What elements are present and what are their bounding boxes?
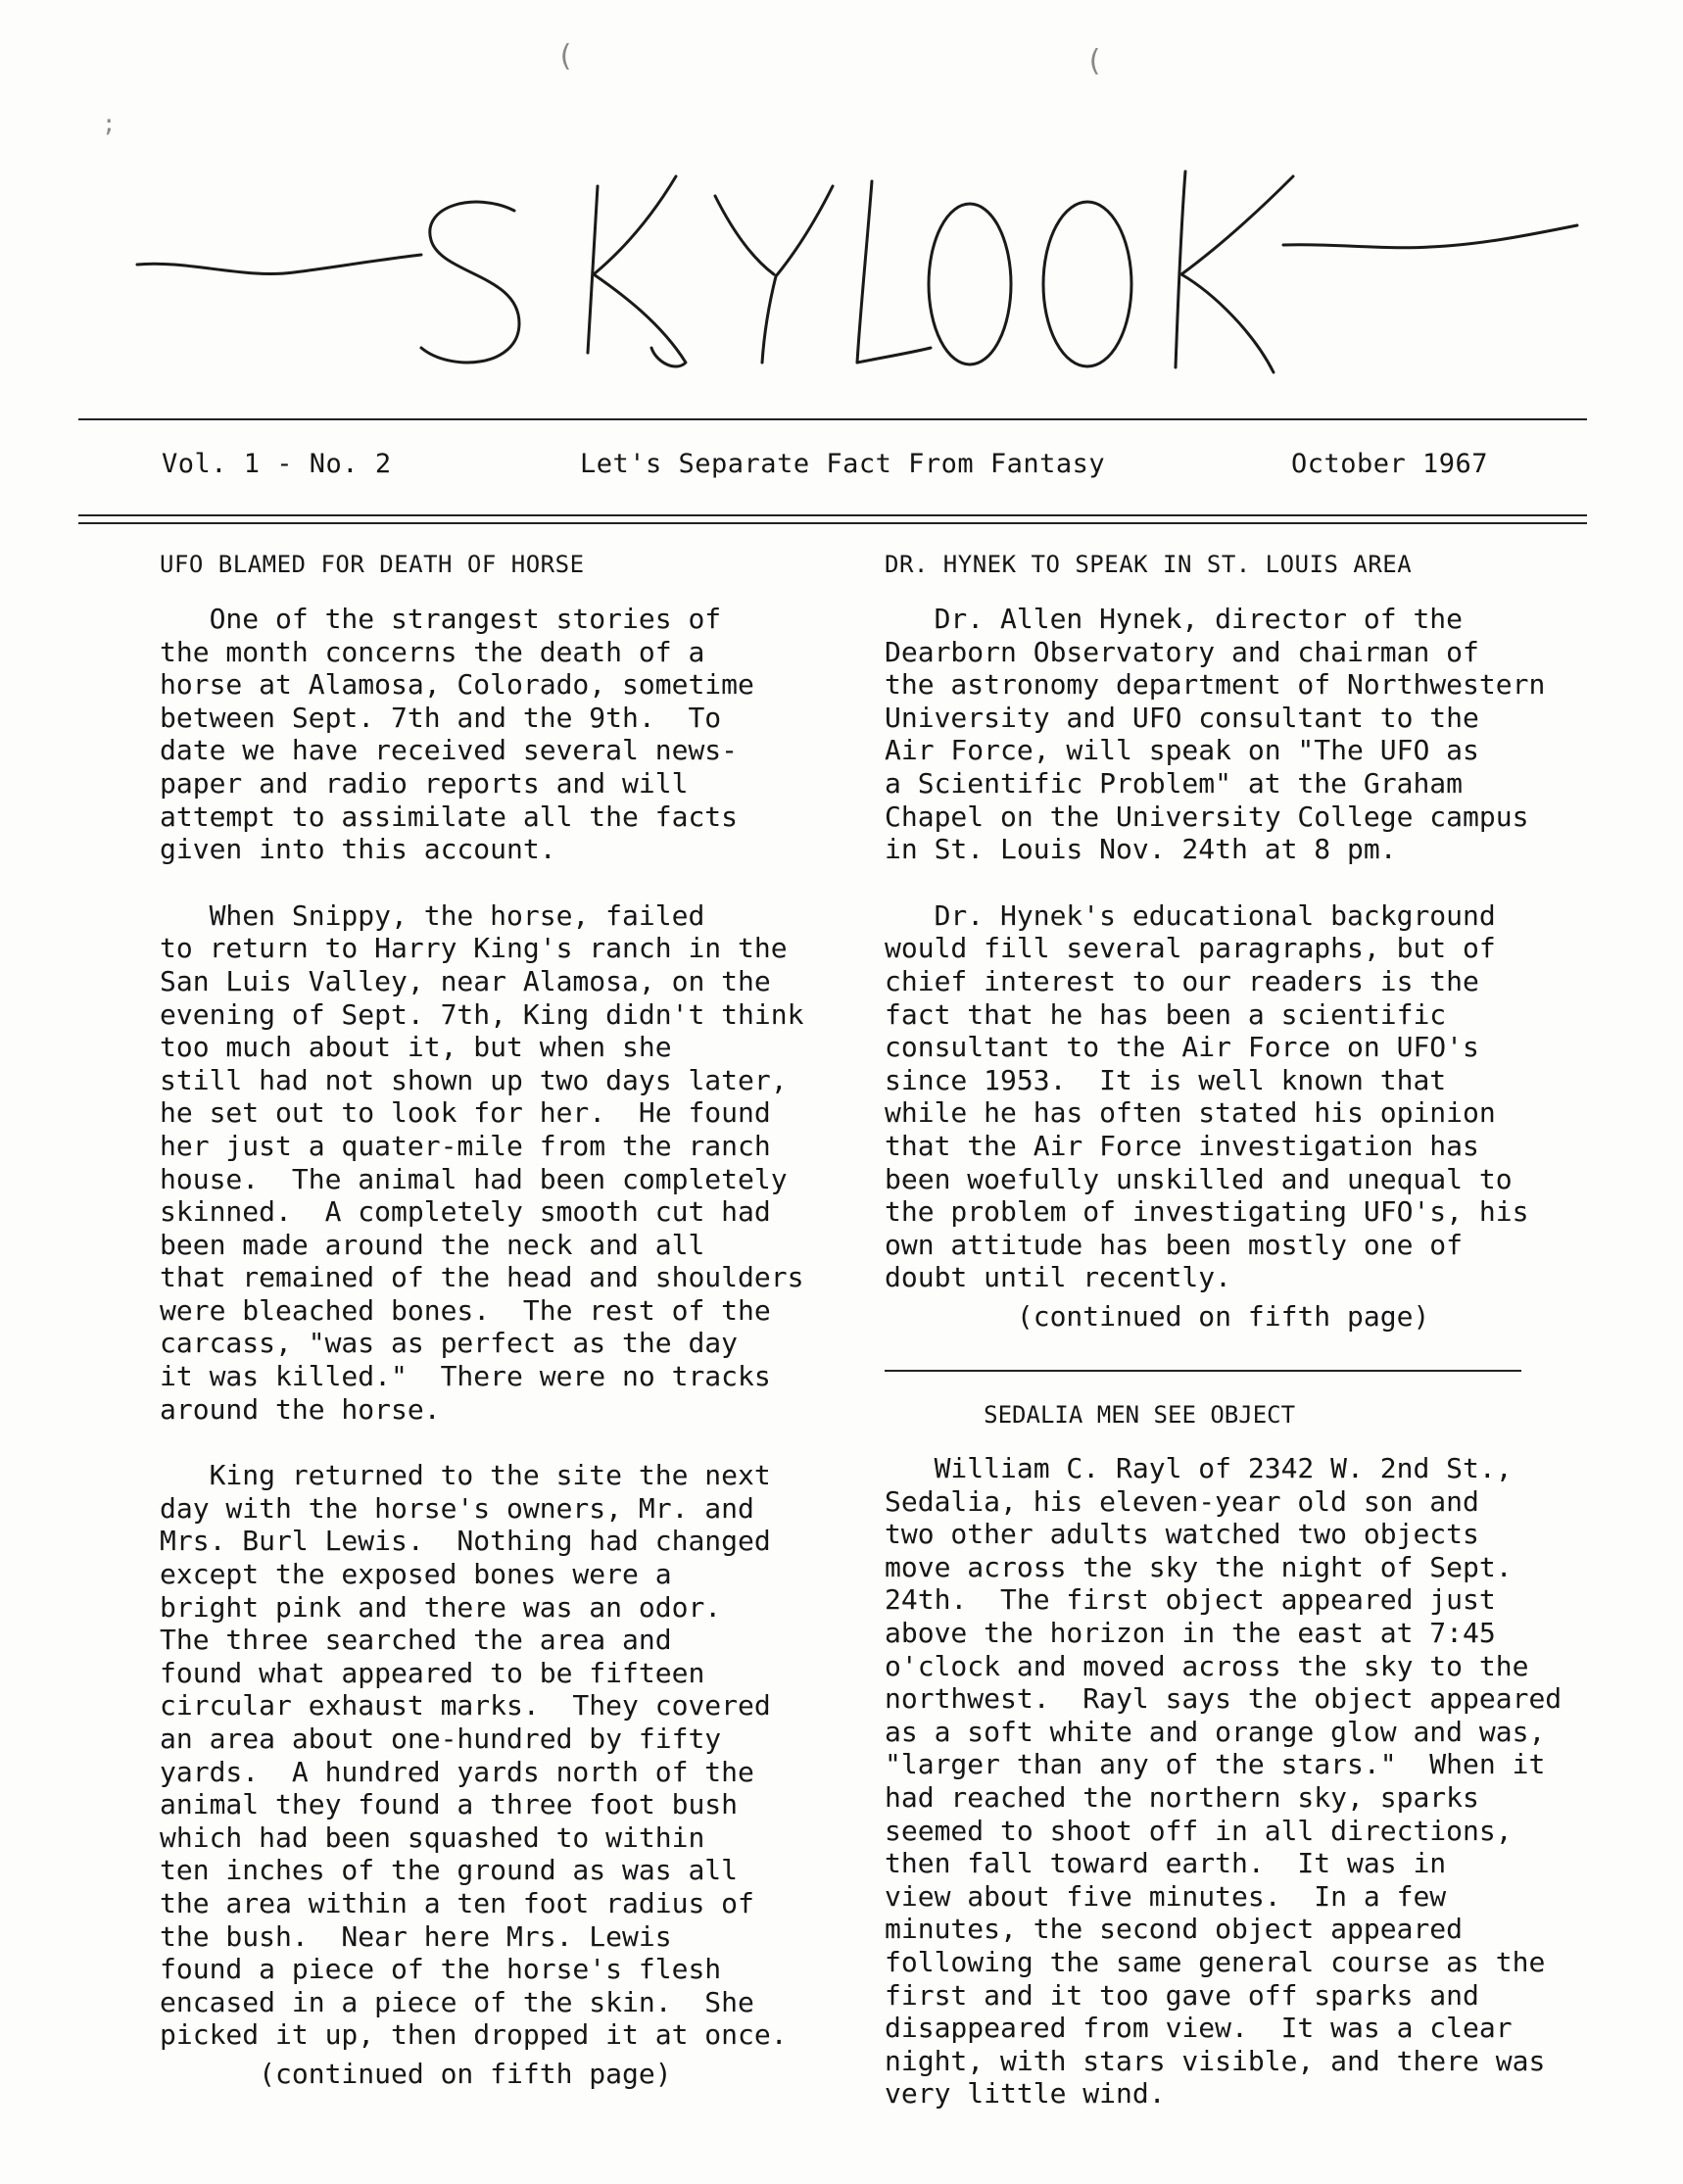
article-body [160,603,806,2052]
text-line: while he has often stated his opinion [885,1096,1496,1130]
left-column [160,549,806,2091]
text-line: been made around the neck and all [160,1228,705,1261]
text-line: "larger than any of the stars." When it [885,1748,1546,1781]
text-line: o'clock and moved across the sky to the [885,1649,1529,1682]
text-line: bright pink and there was an odor. [160,1590,722,1624]
paragraph-gap [160,1426,806,1459]
text-line: horse at Alamosa, Colorado, sometime [160,668,754,702]
text-line: day with the horse's owners, Mr. and [160,1491,754,1525]
text-line: were bleached bones. The rest of the [160,1293,771,1327]
text-line: King returned to the site the next [160,1459,771,1492]
text-line: since 1953. It is well known that [885,1063,1447,1096]
text-line: ten inches of the ground as was all [160,1854,739,1887]
text-line: Dr. Allen Hynek, director of the [885,603,1464,635]
text-line: that remained of the head and shoulders [160,1261,804,1294]
masthead-bottom-rule-2 [78,522,1587,524]
text-line: it was killed." There were no tracks [160,1360,771,1393]
article-headline: SEDALIA MEN SEE OBJECT [984,1401,1296,1430]
text-line: found a piece of the horse's flesh [160,1953,722,1986]
text-line: San Luis Valley, near Alamosa, on the [160,964,771,997]
article-body [885,603,1561,1294]
text-line: University and UFO consultant to the [885,701,1479,734]
text-line: northwest. Rayl says the object appeared [885,1682,1563,1716]
scan-mark: ( [556,39,575,73]
article-body [885,1452,1561,2111]
text-line: had reached the northern sky, sparks [885,1781,1479,1814]
text-line: in St. Louis Nov. 24th at 8 pm. [885,833,1397,866]
text-line: move across the sky the night of Sept. [885,1550,1513,1583]
text-line: disappeared from view. It was a clear [885,2012,1513,2045]
paragraph-gap [160,866,806,899]
text-line: above the horizon in the east at 7:45 [885,1617,1496,1650]
text-line: evening of Sept. 7th, King didn't think [160,997,804,1031]
text-line: fact that he has been a scientific [885,997,1447,1031]
issue-date: October 1967 [1291,449,1489,479]
article-headline: UFO BLAMED FOR DEATH OF HORSE [160,551,585,578]
scan-mark: ; [102,110,117,137]
text-line: yards. A hundred yards north of the [160,1755,754,1788]
article-headline: DR. HYNEK TO SPEAK IN ST. LOUIS AREA [885,551,1413,578]
text-line: very little wind. [885,2077,1166,2111]
volume-number: Vol. 1 - No. 2 [162,449,392,479]
scan-mark: ( [1085,44,1104,78]
text-line: still had not shown up two days later, [160,1063,788,1096]
text-line: night, with stars visible, and there was [885,2044,1546,2077]
text-line: the astronomy department of Northwestern [885,668,1546,702]
right-column [885,549,1561,2111]
text-line: he set out to look for her. He found [160,1096,771,1130]
text-line: a Scientific Problem" at the Graham [885,766,1464,800]
text-line: first and it too gave off sparks and [885,1978,1479,2012]
text-line: seemed to shoot off in all directions, [885,1814,1513,1847]
text-line: house. The animal had been completely [160,1162,788,1195]
text-line: Air Force, will speak on "The UFO as [885,734,1479,767]
masthead-bottom-rule [78,514,1587,516]
text-line: as a soft white and orange glow and was, [885,1715,1546,1748]
text-line: carcass, "was as perfect as the day [160,1327,739,1360]
skylook-logo [127,167,1587,421]
text-line: an area about one-hundred by fifty [160,1723,722,1755]
text-line: view about five minutes. In a few [885,1879,1447,1913]
text-line: The three searched the area and [160,1624,672,1657]
skylook-logo-drawing [127,167,1587,421]
text-line: paper and radio reports and will [160,766,689,800]
text-line: William C. Rayl of 2342 W. 2nd St., [885,1452,1513,1485]
text-line: chief interest to our readers is the [885,964,1479,997]
article-divider [885,1370,1521,1372]
text-line: date we have received several news- [160,734,739,767]
text-line: the area within a ten foot radius of [160,1886,754,1919]
text-line: Chapel on the University College campus [885,800,1529,833]
text-line: skinned. A completely smooth cut had [160,1195,771,1229]
text-line: When Snippy, the horse, failed [160,898,705,932]
text-line: too much about it, but when she [160,1031,672,1064]
text-line: given into this account. [160,833,556,866]
text-line: the problem of investigating UFO's, his [885,1195,1529,1229]
text-line: following the same general course as the [885,1945,1546,1978]
text-line: the bush. Near here Mrs. Lewis [160,1919,672,1953]
text-line: animal they found a three foot bush [160,1788,739,1821]
text-line: two other adults watched two objects [885,1518,1479,1551]
text-line: consultant to the Air Force on UFO's [885,1031,1479,1064]
text-line: her just a quater-mile from the ranch [160,1129,771,1162]
text-line: picked it up, then dropped it at once. [160,2018,788,2052]
text-line: minutes, the second object appeared [885,1913,1464,1946]
text-line: then fall toward earth. It was in [885,1847,1447,1880]
continued-note: (continued on fifth page) [885,1299,1430,1333]
text-line: Dearborn Observatory and chairman of [885,635,1479,668]
text-line: to return to Harry King's ranch in the [160,932,788,965]
text-line: which had been squashed to within [160,1820,705,1854]
text-line: would fill several paragraphs, but of [885,932,1496,965]
text-line: found what appeared to be fifteen [160,1656,705,1689]
text-line: One of the strangest stories of [160,603,722,635]
text-line: Sedalia, his eleven-year old son and [885,1484,1479,1518]
masthead-top-rule [78,418,1587,420]
text-line: circular exhaust marks. They covered [160,1689,771,1723]
text-line: Mrs. Burl Lewis. Nothing had changed [160,1525,771,1558]
slogan: Let's Separate Fact From Fantasy [580,449,1106,479]
text-line: the month concerns the death of a [160,635,705,668]
text-line: attempt to assimilate all the facts [160,800,739,833]
paragraph-gap [885,866,1561,899]
text-line: own attitude has been mostly one of [885,1228,1464,1261]
text-line: between Sept. 7th and the 9th. To [160,701,722,734]
text-line: around the horse. [160,1392,441,1426]
text-line: 24th. The first object appeared just [885,1583,1496,1617]
text-line: doubt until recently. [885,1261,1232,1294]
text-line: been woefully unskilled and unequal to [885,1162,1513,1195]
text-line: Dr. Hynek's educational background [885,898,1496,932]
continued-note: (continued on fifth page) [160,2057,672,2090]
text-line: that the Air Force investigation has [885,1129,1479,1162]
text-line: encased in a piece of the skin. She [160,1985,754,2018]
text-line: except the exposed bones were a [160,1558,672,1591]
